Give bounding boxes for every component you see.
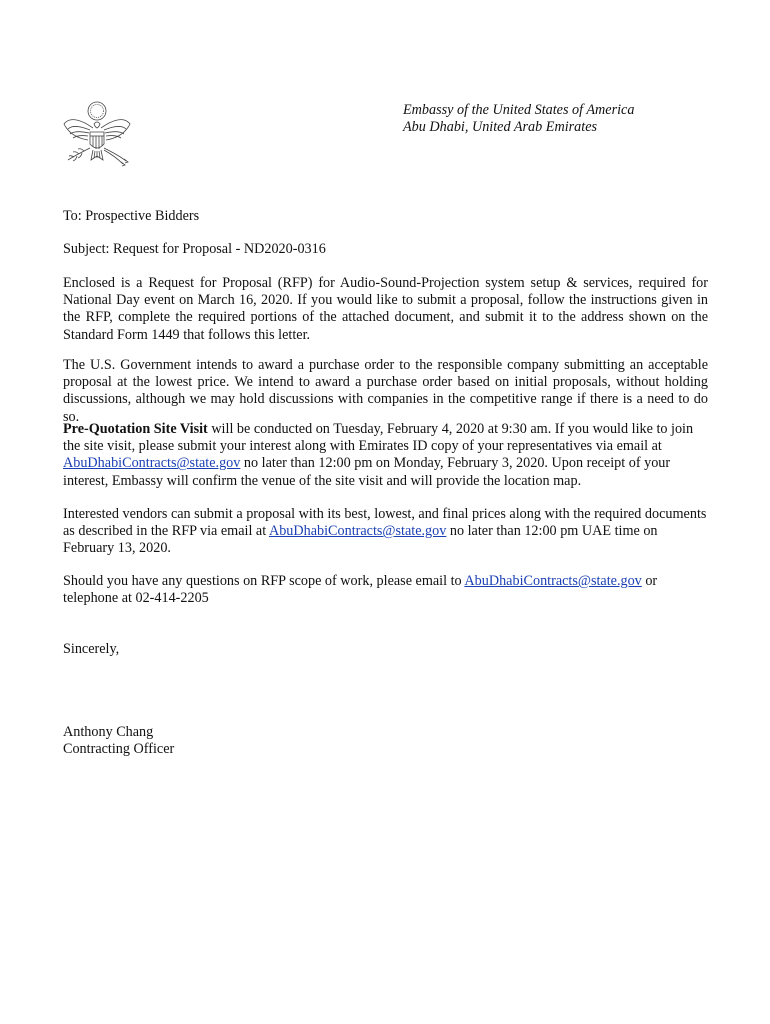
- to-line: To: Prospective Bidders: [63, 208, 200, 224]
- signatory-name: Anthony Chang: [63, 724, 154, 740]
- signatory-title: Contracting Officer: [63, 741, 175, 757]
- questions-text: Should you have any questions on RFP scope of work, please email to: [63, 573, 465, 589]
- great-seal-emblem: [60, 98, 134, 174]
- paragraph-rfp-intro: Enclosed is a Request for Proposal (RFP) for Audio-Sound-Projection system setup & services, required for National Day event on March 16, 2020. If you would like to submit a proposal, follow the instructions given in the RFP, complete the required portions of the attached document, and submit it to the address shown on the Standard Form 1449 that follows this letter.: [63, 275, 708, 343]
- email-link[interactable]: AbuDhabiContracts@state.gov: [268, 523, 447, 540]
- site-visit-text-end: no later than 12:00 pm on Monday, February 3, 2020. Upon receipt of your interest, Embassy will confirm the venue of the site visit and will provide the location map.: [63, 455, 671, 489]
- questions-text-end: or telephone at 02-414-2205: [63, 573, 658, 607]
- paragraph-submission: [63, 506, 708, 558]
- paragraph-questions: [63, 573, 708, 607]
- submission-text: Interested vendors can submit a proposal with its best, lowest, and final prices along with the required documents as described in the RFP via email at: [63, 506, 707, 540]
- subject-line: Subject: Request for Proposal - ND2020-0316: [63, 241, 326, 257]
- paragraph-site-visit: [63, 421, 708, 490]
- embassy-location: Abu Dhabi, United Arab Emirates: [403, 119, 598, 135]
- submission-text-end: no later than 12:00 pm UAE time on February 13, 2020.: [63, 523, 658, 557]
- email-link[interactable]: AbuDhabiContracts@state.gov: [464, 573, 642, 589]
- site-visit-heading: Pre-Quotation Site Visit: [63, 421, 208, 437]
- embassy-address: [403, 102, 634, 136]
- closing: Sincerely,: [63, 641, 120, 657]
- site-visit-text: will be conducted on Tuesday, February 4, 2020 at 9:30 am. If you would like to join the site visit, please submit your interest along with Emirates ID copy of your representatives via email at: [63, 421, 694, 455]
- paragraph-award-intent: The U.S. Government intends to award a purchase order to the responsible company submitting an acceptable proposal at the lowest price. We intend to award a purchase order based on initial proposals, without holding discussions, although we may hold discussions with companies in the competitive range if there is a need to do so.: [63, 357, 708, 425]
- embassy-name: Embassy of the United States of America: [403, 102, 635, 118]
- email-link[interactable]: AbuDhabiContracts@state.gov: [63, 455, 241, 472]
